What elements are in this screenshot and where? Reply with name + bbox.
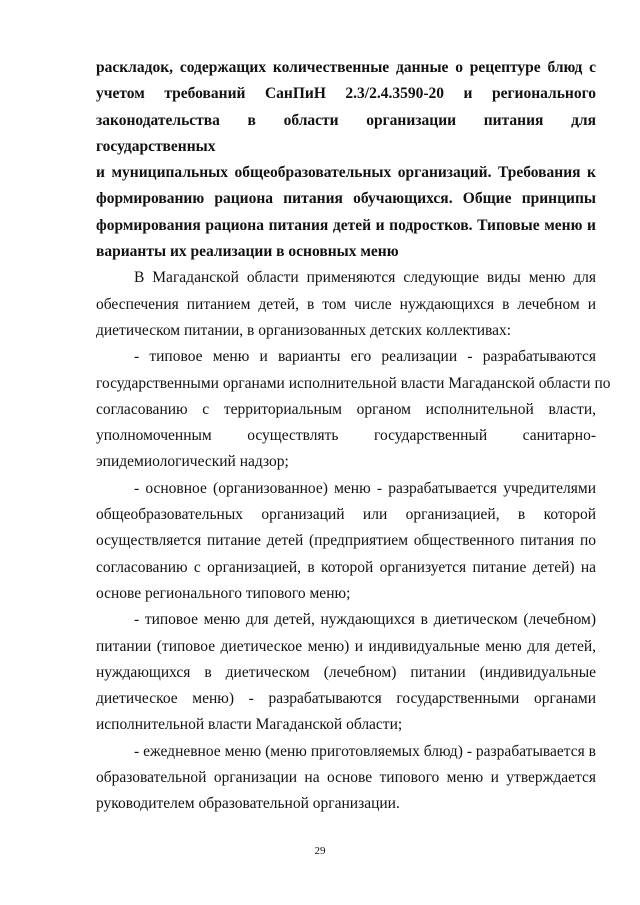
paragraph-line: обеспечения питанием детей, в том числе нуждающихся в лечебном и	[96, 295, 596, 313]
heading-line: формированию рациона питания обучающихся. Общие принципы	[96, 190, 596, 208]
heading-line: формирования рациона питания детей и подростков. Типовые меню и	[96, 216, 596, 234]
paragraph-line: В Магаданской области применяются следующие виды меню для	[134, 269, 596, 287]
paragraph-line: уполномоченным осуществлять государственный санитарно-	[96, 427, 596, 445]
paragraph-line: образовательной организации на основе типового меню и утверждается	[96, 769, 596, 787]
paragraph-line: общеобразовательных организаций или организацией, в которой	[96, 506, 596, 524]
paragraph-line: исполнительной власти Магаданской области;	[96, 716, 403, 734]
paragraph-line: - основное (организованное) меню - разрабатывается учредителями	[134, 479, 596, 497]
paragraph-line: диетическом питании, в организованных детских коллективах:	[96, 321, 512, 339]
list-item-daily-menu	[96, 739, 596, 818]
paragraph-line: основе регионального типового меню;	[96, 584, 351, 602]
paragraph-line: эпидемиологический надзор;	[96, 453, 289, 471]
heading-line: варианты их реализации в основных меню	[96, 243, 399, 261]
paragraph-line: согласованию с организацией, в которой организуется питание детей) на	[96, 558, 596, 576]
page-number: 29	[314, 845, 326, 857]
heading-line: законодательства в области организации питания для государственных	[96, 111, 596, 155]
paragraph-line: согласованию с территориальным органом исполнительной власти,	[96, 400, 596, 418]
paragraph-line: руководителем образовательной организации.	[96, 795, 400, 813]
paragraph-line: государственными органами исполнительной власти Магаданской области по	[96, 374, 611, 392]
list-item-diet-menu	[96, 607, 596, 738]
paragraph-line: осуществляется питание детей (предприятием общественного питания по	[96, 532, 596, 550]
heading-line: учетом требований СанПиН 2.3/2.4.3590-20 и регионального	[96, 85, 596, 103]
paragraph-line: - ежедневное меню (меню приготовляемых блюд) - разрабатывается в	[134, 742, 596, 760]
heading-line: раскладок, содержащих количественные данные о рецептуре блюд с	[96, 59, 596, 76]
intro-paragraph	[96, 265, 596, 344]
document-page	[96, 55, 611, 818]
heading-line: и муниципальных общеобразовательных организаций. Требования к	[96, 164, 596, 182]
paragraph-line: - типовое меню и варианты его реализации - разрабатываются	[134, 348, 596, 366]
paragraph-line: питании (типовое диетическое меню) и индивидуальные меню для детей,	[96, 637, 596, 655]
list-item-typical-menu	[96, 344, 611, 475]
paragraph-line: нуждающихся в диетическом (лечебном) питании (индивидуальные	[96, 663, 596, 681]
paragraph-line: диетическое меню) - разрабатываются государственными органами	[96, 690, 596, 708]
paragraph-line: - типовое меню для детей, нуждающихся в диетическом (лечебном)	[134, 611, 596, 629]
section-heading	[96, 55, 596, 265]
list-item-main-menu	[96, 476, 596, 607]
